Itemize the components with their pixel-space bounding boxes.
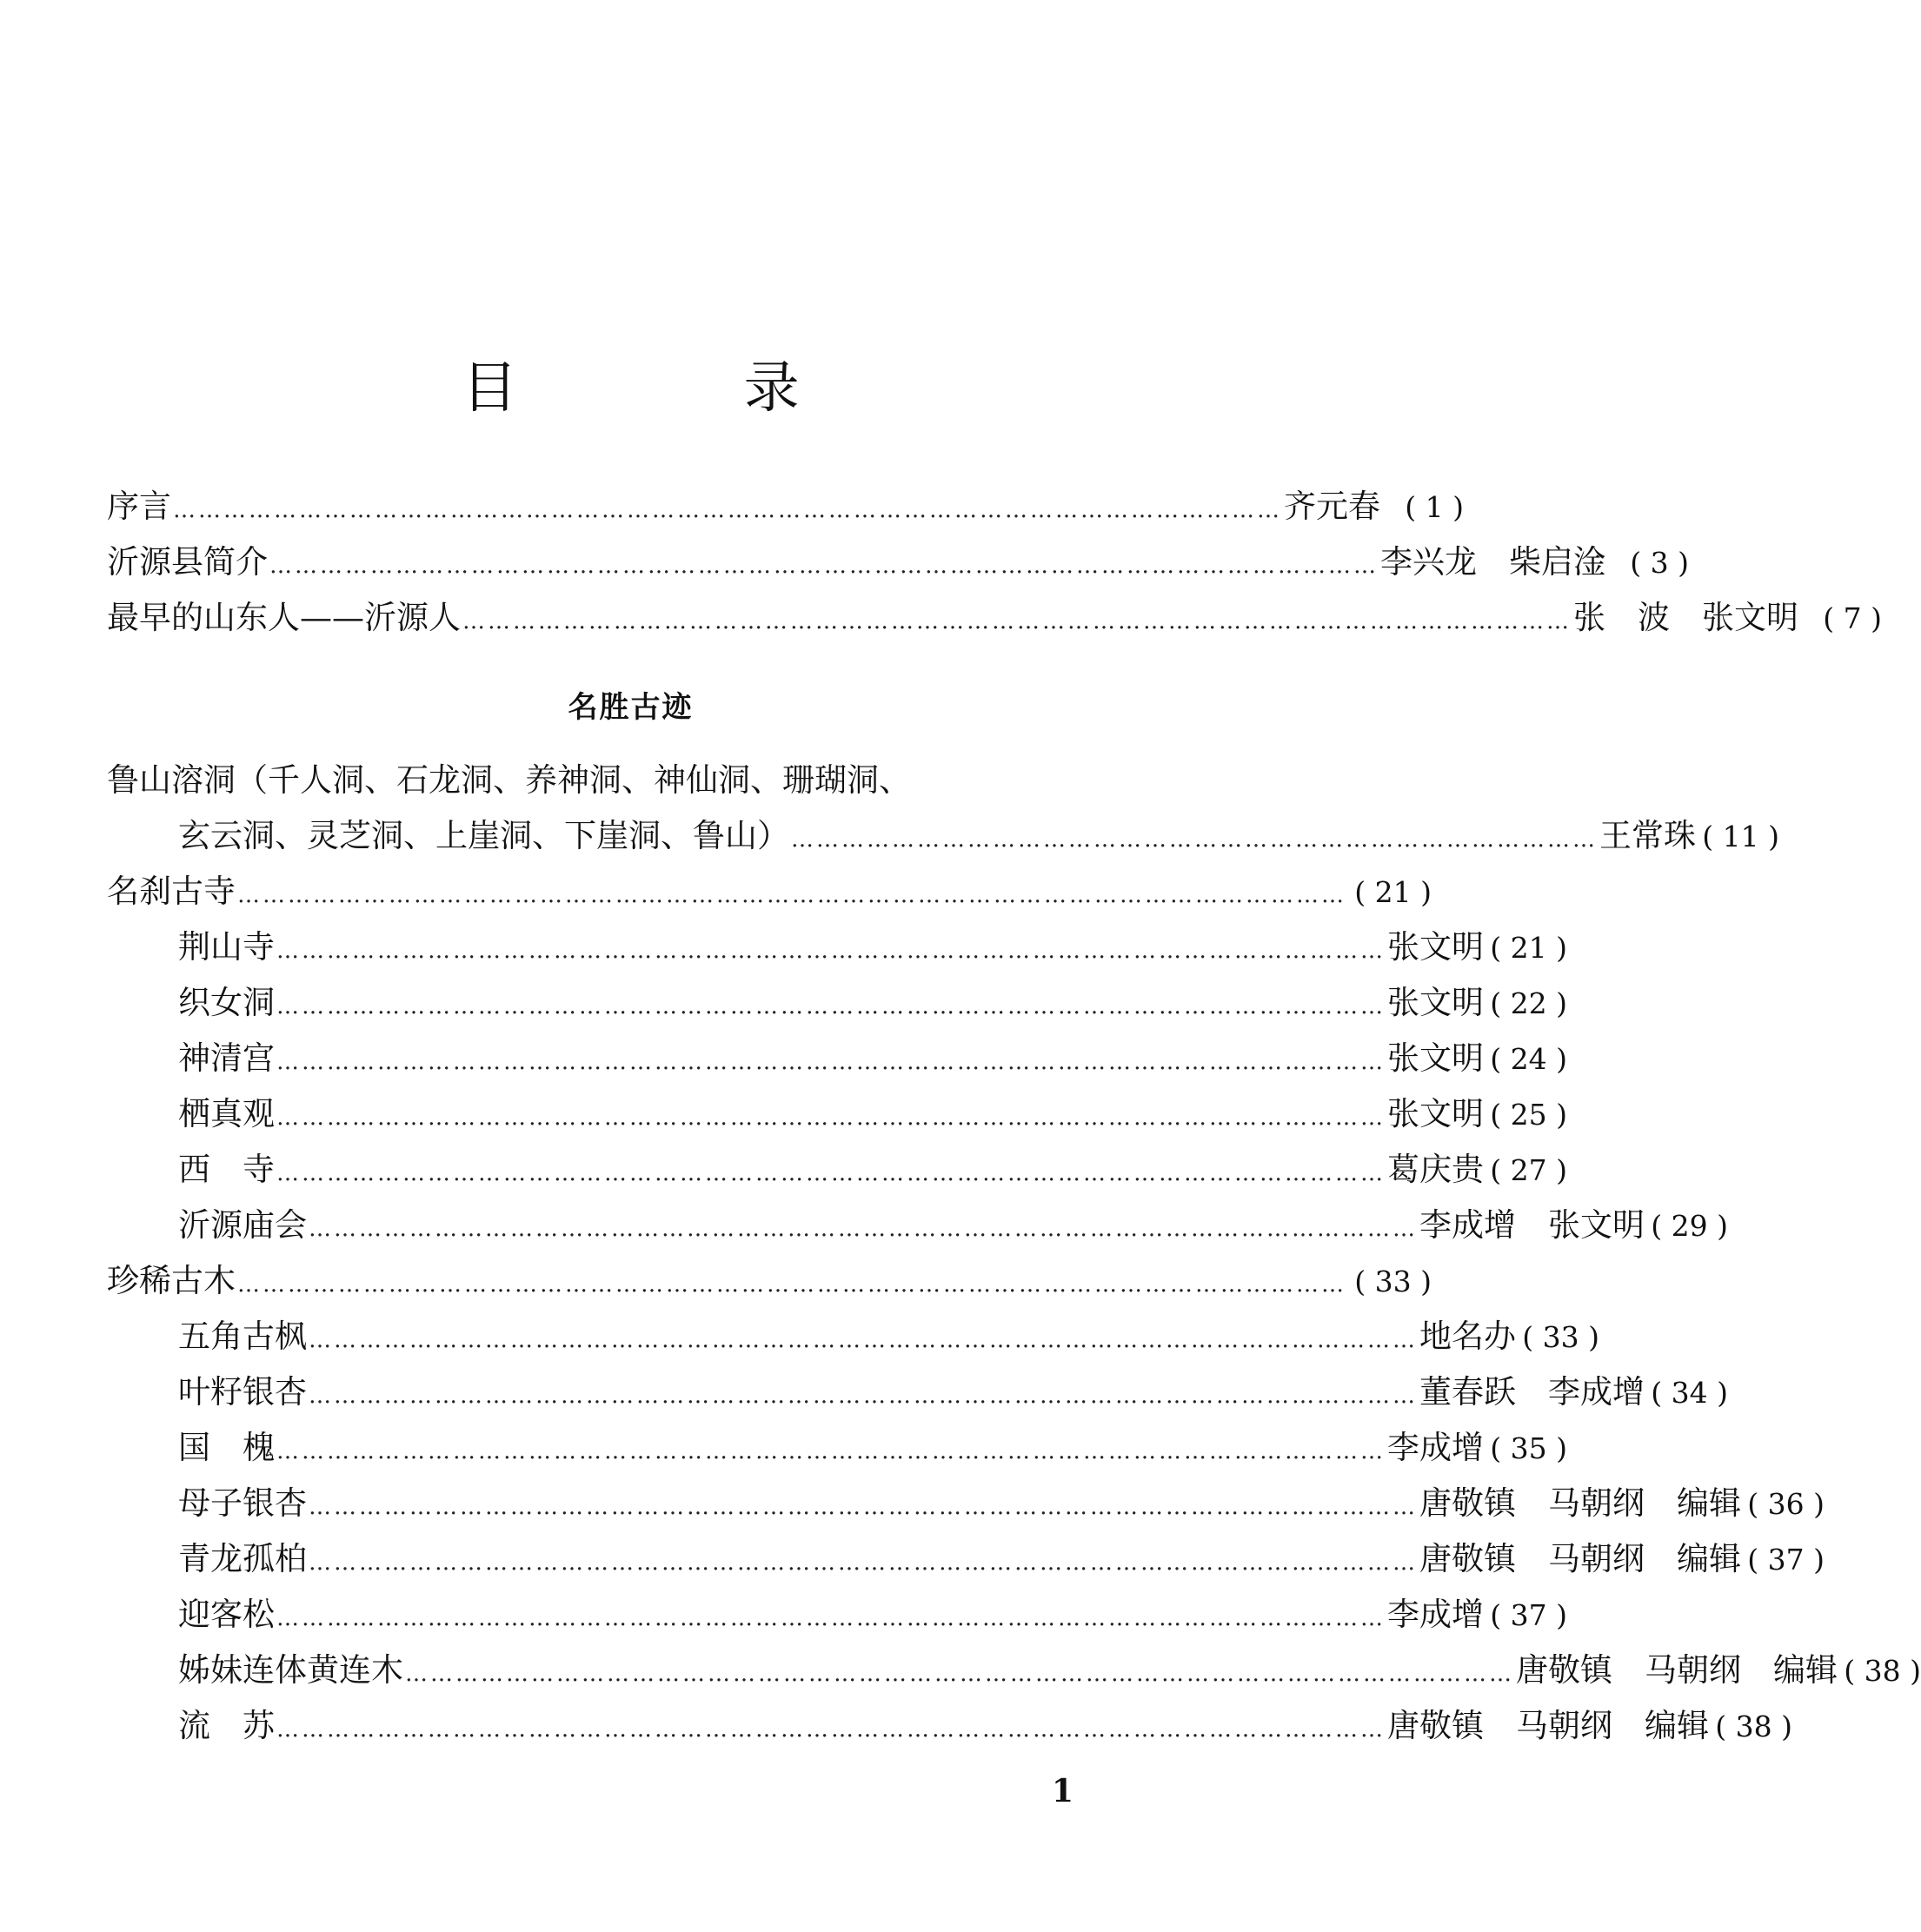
toc-entry-title: 姊妹连体黄连木 — [178, 1651, 403, 1689]
toc-entry-page: ( 27 ) — [1490, 1153, 1567, 1187]
toc-entry-page: ( 3 ) — [1630, 546, 1689, 580]
toc-entry[interactable] — [178, 1145, 1567, 1194]
page-number: 1 — [1052, 1773, 1074, 1809]
toc-entry[interactable] — [107, 1257, 1432, 1305]
toc-entry-title: 西 寺 — [178, 1151, 275, 1188]
toc-entry[interactable] — [178, 1590, 1567, 1639]
toc-entry[interactable] — [178, 1090, 1567, 1139]
toc-entry-author: 李兴龙 柴启淦 — [1380, 543, 1605, 581]
toc-entry-title: 流 苏 — [178, 1707, 275, 1744]
section-heading: 名胜古迹 — [568, 690, 694, 725]
leader-dots: …………………………………………………………………………………………………………………… — [309, 1216, 1418, 1242]
toc-entry-title: 栖真观 — [178, 1095, 275, 1132]
toc-entry-author: 张文明 — [1387, 1095, 1484, 1132]
toc-entry-author: 张文明 — [1387, 984, 1484, 1021]
toc-entry[interactable] — [178, 1312, 1599, 1361]
toc-entry-title: 迎客松 — [178, 1596, 275, 1633]
leader-dots: …………………………………………………………………………………………………………………… — [276, 1049, 1386, 1075]
toc-entry[interactable] — [178, 1368, 1728, 1417]
toc-entry[interactable] — [107, 482, 1464, 531]
toc-entry-author: 张文明 — [1387, 1039, 1484, 1077]
toc-entry-page: ( 37 ) — [1490, 1598, 1567, 1632]
toc-entry-title: 玄云洞、灵芝洞、上崖洞、下崖洞、鲁山） — [178, 817, 789, 854]
toc-entry-title: 国 槐 — [178, 1429, 275, 1466]
toc-entry-author: 李成增 — [1387, 1596, 1484, 1633]
toc-entry-title: 序言 — [107, 488, 171, 525]
toc-entry-page: ( 38 ) — [1844, 1654, 1921, 1688]
toc-entry-author: 唐敬镇 马朝纲 编辑 — [1419, 1484, 1741, 1522]
toc-entry-page: ( 22 ) — [1490, 986, 1567, 1020]
toc-entry-page: ( 33 ) — [1354, 1265, 1432, 1298]
leader-dots: …………………………………………………………………………………………………………………… — [173, 497, 1282, 523]
toc-entry[interactable] — [178, 1535, 1825, 1583]
leader-dots: …………………………………………………………………………………………………………………… — [276, 1105, 1386, 1131]
toc-entry-author: 葛庆贵 — [1387, 1151, 1484, 1188]
toc-entry-page: ( 35 ) — [1490, 1431, 1567, 1465]
toc-entry-page: ( 24 ) — [1490, 1042, 1567, 1076]
leader-dots: …………………………………………………………………………………………………………………… — [276, 1160, 1386, 1186]
leader-dots: …………………………………………………………………………………………………………………… — [237, 882, 1346, 908]
toc-entry-title: 沂源县简介 — [107, 543, 268, 581]
leader-dots: …………………………………………………………………………………………………………………… — [309, 1550, 1418, 1576]
toc-entry-page: ( 34 ) — [1651, 1376, 1728, 1410]
toc-entry-author: 唐敬镇 马朝纲 编辑 — [1419, 1540, 1741, 1577]
toc-entry-title: 沂源庙会 — [178, 1206, 307, 1244]
toc-entry[interactable] — [178, 1702, 1792, 1750]
leader-dots: …………………………………………………………………………………………………………………… — [276, 938, 1386, 964]
toc-entry-author: 董春跃 李成增 — [1419, 1373, 1645, 1411]
toc-entry-author: 地名办 — [1419, 1318, 1516, 1355]
leader-dots: …………………………………………………………………………………………………………………… — [237, 1271, 1346, 1298]
toc-entry-title: 母子银杏 — [178, 1484, 307, 1522]
toc-entry-page: ( 21 ) — [1354, 875, 1432, 909]
toc-entry[interactable] — [178, 1034, 1567, 1083]
toc-entry[interactable] — [178, 1646, 1921, 1695]
toc-entry-title-line1: 鲁山溶洞（千人洞、石龙洞、养神洞、神仙洞、珊瑚洞、 — [107, 761, 911, 799]
toc-entry-title: 荆山寺 — [178, 928, 275, 966]
toc-entry-author: 李成增 张文明 — [1419, 1206, 1645, 1244]
toc-entry-page: ( 11 ) — [1702, 820, 1779, 853]
leader-dots: …………………………………………………………………………………………………………………… — [309, 1327, 1418, 1353]
toc-entry-author: 齐元春 — [1284, 488, 1380, 525]
leader-dots: …………………………………………………………………………………………………………………… — [309, 1494, 1418, 1520]
leader-dots: …………………………………………………………………………………………………………………… — [276, 1605, 1386, 1631]
toc-entry-title: 青龙孤柏 — [178, 1540, 307, 1577]
toc-entry-author: 唐敬镇 马朝纲 编辑 — [1516, 1651, 1838, 1689]
toc-entry-author: 张文明 — [1387, 928, 1484, 966]
toc-entry[interactable] — [107, 538, 1689, 587]
toc-entry-title: 叶籽银杏 — [178, 1373, 307, 1411]
toc-entry-page: ( 37 ) — [1747, 1543, 1825, 1577]
toc-entry[interactable] — [178, 1424, 1567, 1472]
leader-dots: …………………………………………………………………………………………………………………… — [462, 608, 1572, 634]
toc-entry-page: ( 33 ) — [1522, 1320, 1599, 1354]
page-title: 目 录 — [462, 356, 904, 421]
toc-entry-author: 张 波 张文明 — [1573, 599, 1798, 636]
toc-entry-page: ( 36 ) — [1747, 1487, 1825, 1521]
toc-entry-page: ( 21 ) — [1490, 931, 1567, 965]
toc-entry-page: ( 7 ) — [1823, 601, 1882, 635]
leader-dots: …………………………………………………………………………………………………………………… — [276, 1716, 1386, 1743]
leader-dots: …………………………………………………………………………………………………………………… — [269, 553, 1379, 579]
toc-entry-title: 神清宫 — [178, 1039, 275, 1077]
toc-entry[interactable] — [107, 867, 1432, 916]
toc-entry[interactable] — [107, 594, 1882, 642]
toc-entry-title: 织女洞 — [178, 984, 275, 1021]
toc-entry[interactable] — [178, 923, 1567, 972]
toc-entry[interactable] — [178, 979, 1567, 1027]
toc-entry-page: ( 38 ) — [1715, 1710, 1792, 1743]
leader-dots: …………………………………………………………………………………… — [791, 827, 1598, 853]
toc-entry[interactable] — [178, 1479, 1825, 1528]
toc-entry-author: 王常珠 — [1599, 817, 1696, 854]
toc-entry-page: ( 29 ) — [1651, 1209, 1728, 1243]
toc-entry-page: ( 25 ) — [1490, 1098, 1567, 1132]
leader-dots: …………………………………………………………………………………………………………………… — [405, 1661, 1514, 1687]
toc-entry-title: 名刹古寺 — [107, 873, 236, 910]
leader-dots: …………………………………………………………………………………………………………………… — [276, 993, 1386, 1019]
leader-dots: …………………………………………………………………………………………………………………… — [309, 1383, 1418, 1409]
leader-dots: …………………………………………………………………………………………………………………… — [276, 1438, 1386, 1464]
toc-entry-author: 李成增 — [1387, 1429, 1484, 1466]
toc-entry-title: 五角古枫 — [178, 1318, 307, 1355]
toc-entry-author: 唐敬镇 马朝纲 编辑 — [1387, 1707, 1709, 1744]
toc-entry-page: ( 1 ) — [1405, 490, 1464, 524]
toc-entry[interactable] — [178, 812, 1779, 860]
toc-entry-title: 最早的山东人——沂源人 — [107, 599, 461, 636]
toc-entry[interactable] — [178, 1201, 1728, 1250]
toc-entry-title: 珍稀古木 — [107, 1262, 236, 1299]
